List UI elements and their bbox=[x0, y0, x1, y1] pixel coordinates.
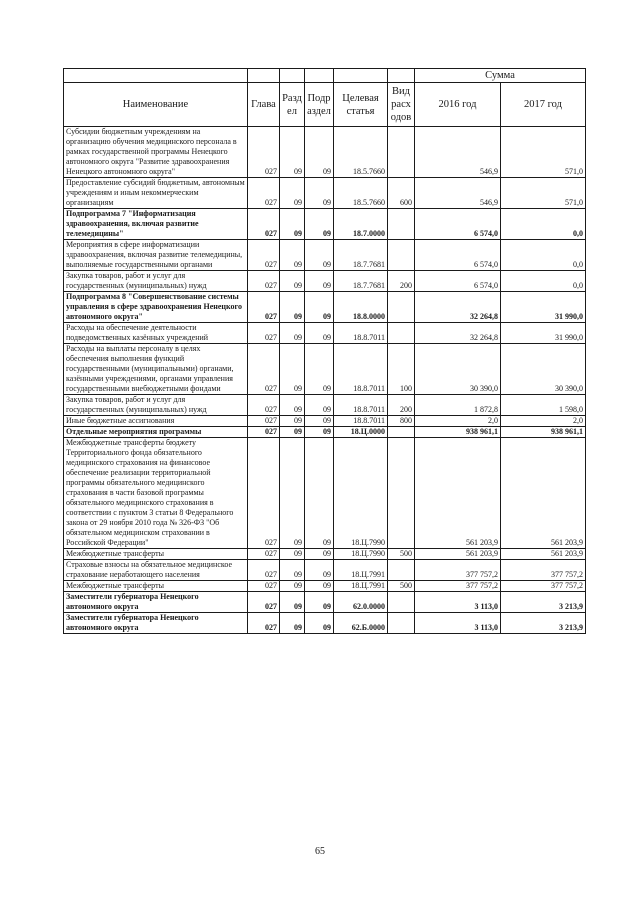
cell-razdel: 09 bbox=[280, 209, 305, 240]
cell-celevaya: 18.Ц.0000 bbox=[334, 427, 388, 438]
cell-vid: 600 bbox=[388, 178, 415, 209]
cell-celevaya: 18.7.7681 bbox=[334, 271, 388, 292]
cell-vid: 200 bbox=[388, 395, 415, 416]
table-row bbox=[64, 240, 586, 271]
cell-celevaya: 18.8.7011 bbox=[334, 344, 388, 395]
cell-celevaya: 62.Б.0000 bbox=[334, 613, 388, 634]
cell-2016: 32 264,8 bbox=[415, 323, 501, 344]
cell-razdel: 09 bbox=[280, 549, 305, 560]
table-row bbox=[64, 271, 586, 292]
cell-podrazdel: 09 bbox=[305, 271, 334, 292]
header-2016: 2016 год bbox=[415, 83, 501, 127]
cell-razdel: 09 bbox=[280, 581, 305, 592]
header-cell-blank bbox=[280, 69, 305, 83]
cell-razdel: 09 bbox=[280, 427, 305, 438]
table-row bbox=[64, 323, 586, 344]
table-row bbox=[64, 178, 586, 209]
cell-2016: 2,0 bbox=[415, 416, 501, 427]
cell-vid: 500 bbox=[388, 549, 415, 560]
cell-2017: 3 213,9 bbox=[501, 613, 586, 634]
cell-2016: 561 203,9 bbox=[415, 438, 501, 549]
table-row bbox=[64, 209, 586, 240]
cell-glava: 027 bbox=[248, 344, 280, 395]
cell-2017: 938 961,1 bbox=[501, 427, 586, 438]
cell-2016: 3 113,0 bbox=[415, 592, 501, 613]
cell-glava: 027 bbox=[248, 127, 280, 178]
cell-name: Страховые взносы на обязательное медицинское страхование неработающего населения bbox=[64, 560, 248, 581]
cell-2017: 0,0 bbox=[501, 240, 586, 271]
header-vid bbox=[388, 83, 415, 127]
cell-razdel: 09 bbox=[280, 292, 305, 323]
cell-podrazdel: 09 bbox=[305, 178, 334, 209]
cell-podrazdel: 09 bbox=[305, 292, 334, 323]
cell-celevaya: 18.5.7660 bbox=[334, 178, 388, 209]
cell-glava: 027 bbox=[248, 178, 280, 209]
cell-razdel: 09 bbox=[280, 127, 305, 178]
cell-2016: 1 872,8 bbox=[415, 395, 501, 416]
cell-2017: 571,0 bbox=[501, 178, 586, 209]
cell-vid: 200 bbox=[388, 271, 415, 292]
table-row bbox=[64, 344, 586, 395]
cell-celevaya: 18.Ц.7991 bbox=[334, 560, 388, 581]
cell-celevaya: 18.8.7011 bbox=[334, 395, 388, 416]
cell-razdel: 09 bbox=[280, 416, 305, 427]
header-razdel-line: ел bbox=[287, 105, 297, 117]
cell-glava: 027 bbox=[248, 549, 280, 560]
cell-glava: 027 bbox=[248, 271, 280, 292]
cell-razdel: 09 bbox=[280, 344, 305, 395]
cell-vid bbox=[388, 209, 415, 240]
cell-podrazdel: 09 bbox=[305, 438, 334, 549]
header-razdel bbox=[280, 83, 305, 127]
cell-2016: 377 757,2 bbox=[415, 581, 501, 592]
cell-vid bbox=[388, 240, 415, 271]
cell-celevaya: 18.8.7011 bbox=[334, 323, 388, 344]
cell-razdel: 09 bbox=[280, 271, 305, 292]
cell-podrazdel: 09 bbox=[305, 560, 334, 581]
cell-podrazdel: 09 bbox=[305, 581, 334, 592]
header-glava: Глава bbox=[248, 83, 280, 127]
cell-name: Расходы на обеспечение деятельности подведомственных казённых учреждений bbox=[64, 323, 248, 344]
cell-2017: 561 203,9 bbox=[501, 438, 586, 549]
cell-2017: 30 390,0 bbox=[501, 344, 586, 395]
cell-name: Подпрограмма 7 "Информатизация здравоохранения, включая развитие телемедицины" bbox=[64, 209, 248, 240]
cell-2017: 31 990,0 bbox=[501, 292, 586, 323]
header-name: Наименование bbox=[64, 83, 248, 127]
table-row bbox=[64, 438, 586, 549]
cell-celevaya: 18.7.7681 bbox=[334, 240, 388, 271]
cell-celevaya: 18.Ц.7990 bbox=[334, 549, 388, 560]
table-row bbox=[64, 613, 586, 634]
cell-podrazdel: 09 bbox=[305, 395, 334, 416]
cell-2017: 3 213,9 bbox=[501, 592, 586, 613]
cell-podrazdel: 09 bbox=[305, 323, 334, 344]
cell-name: Заместители губернатора Ненецкого автономного округа bbox=[64, 592, 248, 613]
cell-celevaya: 18.7.0000 bbox=[334, 209, 388, 240]
cell-podrazdel: 09 bbox=[305, 592, 334, 613]
table-row bbox=[64, 427, 586, 438]
header-cell-blank bbox=[305, 69, 334, 83]
cell-glava: 027 bbox=[248, 292, 280, 323]
cell-celevaya: 18.5.7660 bbox=[334, 127, 388, 178]
cell-name: Иные бюджетные ассигнования bbox=[64, 416, 248, 427]
cell-podrazdel: 09 bbox=[305, 549, 334, 560]
cell-2016: 32 264,8 bbox=[415, 292, 501, 323]
cell-2017: 377 757,2 bbox=[501, 581, 586, 592]
header-cell-blank bbox=[388, 69, 415, 83]
cell-2016: 6 574,0 bbox=[415, 240, 501, 271]
cell-2017: 571,0 bbox=[501, 127, 586, 178]
table-row bbox=[64, 416, 586, 427]
table-row bbox=[64, 592, 586, 613]
header-2017: 2017 год bbox=[501, 83, 586, 127]
table-header bbox=[64, 69, 586, 127]
cell-2016: 30 390,0 bbox=[415, 344, 501, 395]
cell-2017: 0,0 bbox=[501, 271, 586, 292]
cell-name: Межбюджетные трансферты bbox=[64, 549, 248, 560]
cell-2016: 6 574,0 bbox=[415, 209, 501, 240]
cell-name: Предоставление субсидий бюджетным, автономным учреждениям и иным некоммерческим организациям bbox=[64, 178, 248, 209]
cell-podrazdel: 09 bbox=[305, 416, 334, 427]
cell-vid: 500 bbox=[388, 581, 415, 592]
cell-2017: 377 757,2 bbox=[501, 560, 586, 581]
header-podrazdel bbox=[305, 83, 334, 127]
header-podrazdel-line: Подр bbox=[307, 92, 331, 104]
cell-name: Закупка товаров, работ и услуг для государственных (муниципальных) нужд bbox=[64, 395, 248, 416]
cell-glava: 027 bbox=[248, 592, 280, 613]
header-vid-line: одов bbox=[390, 112, 412, 123]
cell-vid bbox=[388, 292, 415, 323]
cell-2017: 561 203,9 bbox=[501, 549, 586, 560]
header-cell-blank bbox=[248, 69, 280, 83]
cell-glava: 027 bbox=[248, 438, 280, 549]
cell-vid bbox=[388, 560, 415, 581]
cell-razdel: 09 bbox=[280, 438, 305, 549]
cell-glava: 027 bbox=[248, 613, 280, 634]
cell-razdel: 09 bbox=[280, 560, 305, 581]
cell-2017: 1 598,0 bbox=[501, 395, 586, 416]
cell-celevaya: 18.8.7011 bbox=[334, 416, 388, 427]
cell-2016: 546,9 bbox=[415, 178, 501, 209]
table-row bbox=[64, 560, 586, 581]
header-vid-line: Вид bbox=[392, 86, 410, 97]
cell-glava: 027 bbox=[248, 323, 280, 344]
table-row bbox=[64, 581, 586, 592]
cell-glava: 027 bbox=[248, 395, 280, 416]
cell-podrazdel: 09 bbox=[305, 427, 334, 438]
cell-vid bbox=[388, 592, 415, 613]
cell-2016: 6 574,0 bbox=[415, 271, 501, 292]
cell-vid bbox=[388, 613, 415, 634]
cell-vid: 800 bbox=[388, 416, 415, 427]
cell-razdel: 09 bbox=[280, 240, 305, 271]
cell-2017: 31 990,0 bbox=[501, 323, 586, 344]
cell-glava: 027 bbox=[248, 240, 280, 271]
cell-vid bbox=[388, 323, 415, 344]
header-celevaya-line: статья bbox=[346, 105, 375, 117]
cell-celevaya: 18.Ц.7990 bbox=[334, 438, 388, 549]
table-row bbox=[64, 549, 586, 560]
cell-glava: 027 bbox=[248, 581, 280, 592]
cell-2016: 561 203,9 bbox=[415, 549, 501, 560]
header-cell-blank bbox=[334, 69, 388, 83]
cell-name: Заместители губернатора Ненецкого автономного округа bbox=[64, 613, 248, 634]
header-celevaya bbox=[334, 83, 388, 127]
cell-vid: 100 bbox=[388, 344, 415, 395]
cell-name: Подпрограмма 8 "Совершенствование системы управления в сфере здравоохранения Ненецкого автономного округа" bbox=[64, 292, 248, 323]
table-row bbox=[64, 292, 586, 323]
cell-name: Мероприятия в сфере информатизации здравоохранения, включая развитие телемедицины, выполняемые государственными органами bbox=[64, 240, 248, 271]
cell-glava: 027 bbox=[248, 209, 280, 240]
cell-podrazdel: 09 bbox=[305, 209, 334, 240]
header-podrazdel-line: аздел bbox=[307, 105, 331, 117]
table-row bbox=[64, 127, 586, 178]
cell-razdel: 09 bbox=[280, 592, 305, 613]
cell-razdel: 09 bbox=[280, 395, 305, 416]
cell-podrazdel: 09 bbox=[305, 613, 334, 634]
header-razdel-line: Разд bbox=[282, 92, 302, 104]
header-vid-line: расх bbox=[391, 99, 411, 110]
budget-table bbox=[63, 68, 586, 634]
cell-2017: 2,0 bbox=[501, 416, 586, 427]
cell-celevaya: 18.8.0000 bbox=[334, 292, 388, 323]
cell-podrazdel: 09 bbox=[305, 344, 334, 395]
cell-podrazdel: 09 bbox=[305, 240, 334, 271]
table-body bbox=[64, 127, 586, 634]
cell-name: Межбюджетные трансферты бюджету Территориального фонда обязательного медицинского страхования на финансовое обеспечение реализации территориальной программы обязательного медицинского страхования в части базовой программы обязательного медицинского страхования в соответствии с пунктом 3 статьи 8 Федерального закона от 29 ноября 2010 года № 326-ФЗ "Об обязательном медицинском страховании в Российской Федерации" bbox=[64, 438, 248, 549]
cell-podrazdel: 09 bbox=[305, 127, 334, 178]
table-row bbox=[64, 395, 586, 416]
cell-name: Закупка товаров, работ и услуг для государственных (муниципальных) нужд bbox=[64, 271, 248, 292]
cell-name: Отдельные мероприятия программы bbox=[64, 427, 248, 438]
cell-celevaya: 62.0.0000 bbox=[334, 592, 388, 613]
cell-vid bbox=[388, 427, 415, 438]
cell-2016: 546,9 bbox=[415, 127, 501, 178]
cell-glava: 027 bbox=[248, 427, 280, 438]
page-number: 65 bbox=[315, 846, 325, 857]
header-cell-blank bbox=[64, 69, 248, 83]
cell-2016: 3 113,0 bbox=[415, 613, 501, 634]
header-summa: Сумма bbox=[415, 69, 586, 83]
cell-vid bbox=[388, 127, 415, 178]
cell-glava: 027 bbox=[248, 416, 280, 427]
cell-celevaya: 18.Ц.7991 bbox=[334, 581, 388, 592]
cell-vid bbox=[388, 438, 415, 549]
cell-2016: 377 757,2 bbox=[415, 560, 501, 581]
cell-glava: 027 bbox=[248, 560, 280, 581]
cell-razdel: 09 bbox=[280, 178, 305, 209]
cell-razdel: 09 bbox=[280, 613, 305, 634]
cell-name: Межбюджетные трансферты bbox=[64, 581, 248, 592]
cell-2016: 938 961,1 bbox=[415, 427, 501, 438]
cell-razdel: 09 bbox=[280, 323, 305, 344]
cell-2017: 0,0 bbox=[501, 209, 586, 240]
header-celevaya-line: Целевая bbox=[342, 92, 379, 104]
cell-name: Расходы на выплаты персоналу в целях обеспечения выполнения функций государственными (муниципальными) органами, казёнными учреждениями, органами управления государственными внебюджетными фондами bbox=[64, 344, 248, 395]
cell-name: Субсидии бюджетным учреждениям на организацию обучения медицинского персонала в рамках государственной программы Ненецкого автономного округа "Развитие здравоохранения Ненецкого автономного округа" bbox=[64, 127, 248, 178]
